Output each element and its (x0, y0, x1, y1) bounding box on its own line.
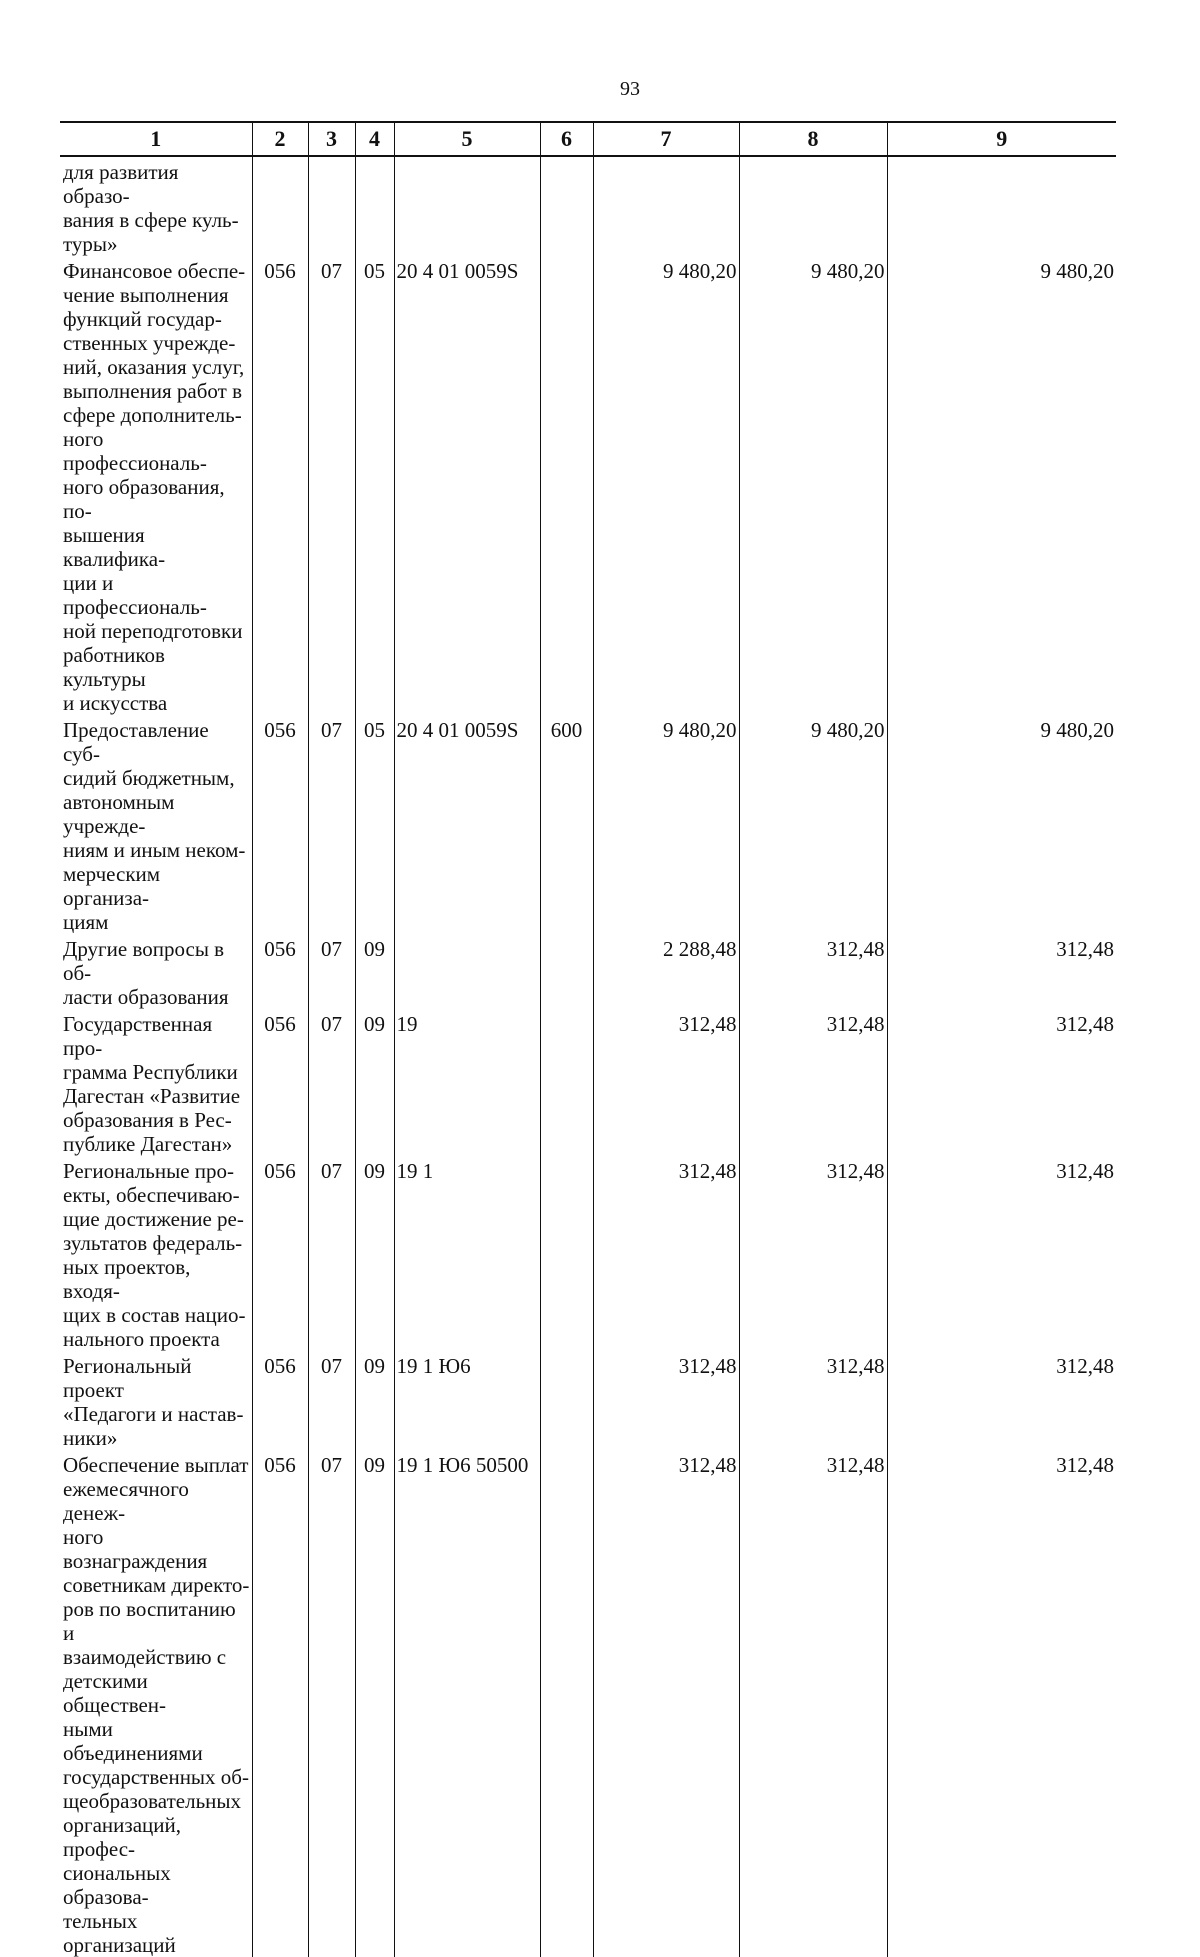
row-target-article (394, 156, 540, 256)
row-target-article: 20 4 01 0059S (394, 715, 540, 934)
page-number: 93 (620, 78, 640, 100)
table-row (60, 1351, 1116, 1450)
row-amount-col7: 312,48 (593, 1351, 739, 1450)
table-row (60, 1450, 1116, 1957)
row-section-code: 07 (308, 1009, 355, 1156)
row-amount-col8: 312,48 (739, 934, 887, 1009)
row-name: для развития образо- вания в сфере куль- туры» (60, 156, 252, 256)
row-target-article: 19 1 (394, 1156, 540, 1351)
row-amount-col9: 312,48 (887, 1450, 1116, 1957)
table-header (60, 122, 1116, 156)
row-amount-col7: 312,48 (593, 1156, 739, 1351)
row-amount-col7: 312,48 (593, 1009, 739, 1156)
row-ved-code: 056 (252, 934, 308, 1009)
row-amount-col9: 312,48 (887, 1351, 1116, 1450)
row-ved-code: 056 (252, 1351, 308, 1450)
row-subsection-code: 05 (355, 715, 394, 934)
row-subsection-code (355, 156, 394, 256)
row-expense-type (540, 1450, 593, 1957)
row-name: Региональный проект «Педагоги и настав- ники» (60, 1351, 252, 1450)
row-name: Обеспечение выплат ежемесячного денеж- ного вознаграждения советникам директо- ров по воспитанию и взаимодействию с детскими обществен- ными объединениями государственных об- щеобразовательных организаций, профес- сиональных образова- тельных организаций (60, 1450, 252, 1957)
row-subsection-code: 09 (355, 1009, 394, 1156)
row-amount-col9: 312,48 (887, 934, 1116, 1009)
row-target-article: 19 1 Ю6 (394, 1351, 540, 1450)
row-section-code: 07 (308, 1351, 355, 1450)
row-ved-code: 056 (252, 256, 308, 715)
table-body (60, 156, 1116, 1957)
row-amount-col9: 312,48 (887, 1009, 1116, 1156)
budget-table (60, 121, 1116, 1957)
row-ved-code: 056 (252, 1156, 308, 1351)
row-amount-col9: 312,48 (887, 1156, 1116, 1351)
row-name: Другие вопросы в об- ласти образования (60, 934, 252, 1009)
row-section-code: 07 (308, 256, 355, 715)
row-subsection-code: 05 (355, 256, 394, 715)
row-subsection-code: 09 (355, 934, 394, 1009)
column-header-8: 8 (739, 122, 887, 156)
row-ved-code: 056 (252, 715, 308, 934)
row-subsection-code: 09 (355, 1156, 394, 1351)
row-name: Предоставление суб- сидий бюджетным, автономным учрежде- ниям и иным неком- мерческим организа- циям (60, 715, 252, 934)
table-row (60, 1009, 1116, 1156)
row-amount-col7 (593, 156, 739, 256)
row-ved-code: 056 (252, 1009, 308, 1156)
table-row (60, 156, 1116, 256)
row-target-article: 19 (394, 1009, 540, 1156)
row-expense-type (540, 1009, 593, 1156)
row-amount-col9: 9 480,20 (887, 715, 1116, 934)
row-section-code: 07 (308, 1450, 355, 1957)
row-amount-col7: 9 480,20 (593, 256, 739, 715)
row-target-article (394, 934, 540, 1009)
row-name: Региональные про- екты, обеспечиваю- щие достижение ре- зультатов федераль- ных проектов, входя- щих в состав нацио- нального проекта (60, 1156, 252, 1351)
row-amount-col8: 312,48 (739, 1009, 887, 1156)
row-section-code: 07 (308, 715, 355, 934)
row-amount-col8: 9 480,20 (739, 715, 887, 934)
row-expense-type (540, 1351, 593, 1450)
row-target-article: 20 4 01 0059S (394, 256, 540, 715)
row-amount-col8: 9 480,20 (739, 256, 887, 715)
column-header-9: 9 (887, 122, 1116, 156)
row-amount-col7: 312,48 (593, 1450, 739, 1957)
row-subsection-code: 09 (355, 1450, 394, 1957)
table-row (60, 1156, 1116, 1351)
row-ved-code (252, 156, 308, 256)
table-row (60, 256, 1116, 715)
row-section-code (308, 156, 355, 256)
row-subsection-code: 09 (355, 1351, 394, 1450)
row-expense-type (540, 256, 593, 715)
row-expense-type (540, 934, 593, 1009)
row-expense-type (540, 1156, 593, 1351)
column-header-1: 1 (60, 122, 252, 156)
column-header-7: 7 (593, 122, 739, 156)
row-ved-code: 056 (252, 1450, 308, 1957)
row-amount-col8: 312,48 (739, 1351, 887, 1450)
row-amount-col9 (887, 156, 1116, 256)
row-expense-type (540, 156, 593, 256)
row-amount-col9: 9 480,20 (887, 256, 1116, 715)
row-amount-col8: 312,48 (739, 1450, 887, 1957)
row-target-article: 19 1 Ю6 50500 (394, 1450, 540, 1957)
row-amount-col7: 2 288,48 (593, 934, 739, 1009)
row-name: Финансовое обеспе- чение выполнения функций государ- ственных учрежде- ний, оказания услуг, выполнения работ в сфере дополнитель- ного профессиональ- ного образования, по- вышения квалифика- ции и профессиональ- ной переподготовки работников культуры и искусства (60, 256, 252, 715)
column-header-2: 2 (252, 122, 308, 156)
column-header-5: 5 (394, 122, 540, 156)
column-header-4: 4 (355, 122, 394, 156)
table-row (60, 715, 1116, 934)
row-amount-col8 (739, 156, 887, 256)
row-section-code: 07 (308, 934, 355, 1009)
row-section-code: 07 (308, 1156, 355, 1351)
row-amount-col7: 9 480,20 (593, 715, 739, 934)
row-name: Государственная про- грамма Республики Дагестан «Развитие образования в Рес- публике Дагестан» (60, 1009, 252, 1156)
column-header-3: 3 (308, 122, 355, 156)
row-expense-type: 600 (540, 715, 593, 934)
row-amount-col8: 312,48 (739, 1156, 887, 1351)
table-row (60, 934, 1116, 1009)
column-header-6: 6 (540, 122, 593, 156)
header-row (60, 122, 1116, 156)
